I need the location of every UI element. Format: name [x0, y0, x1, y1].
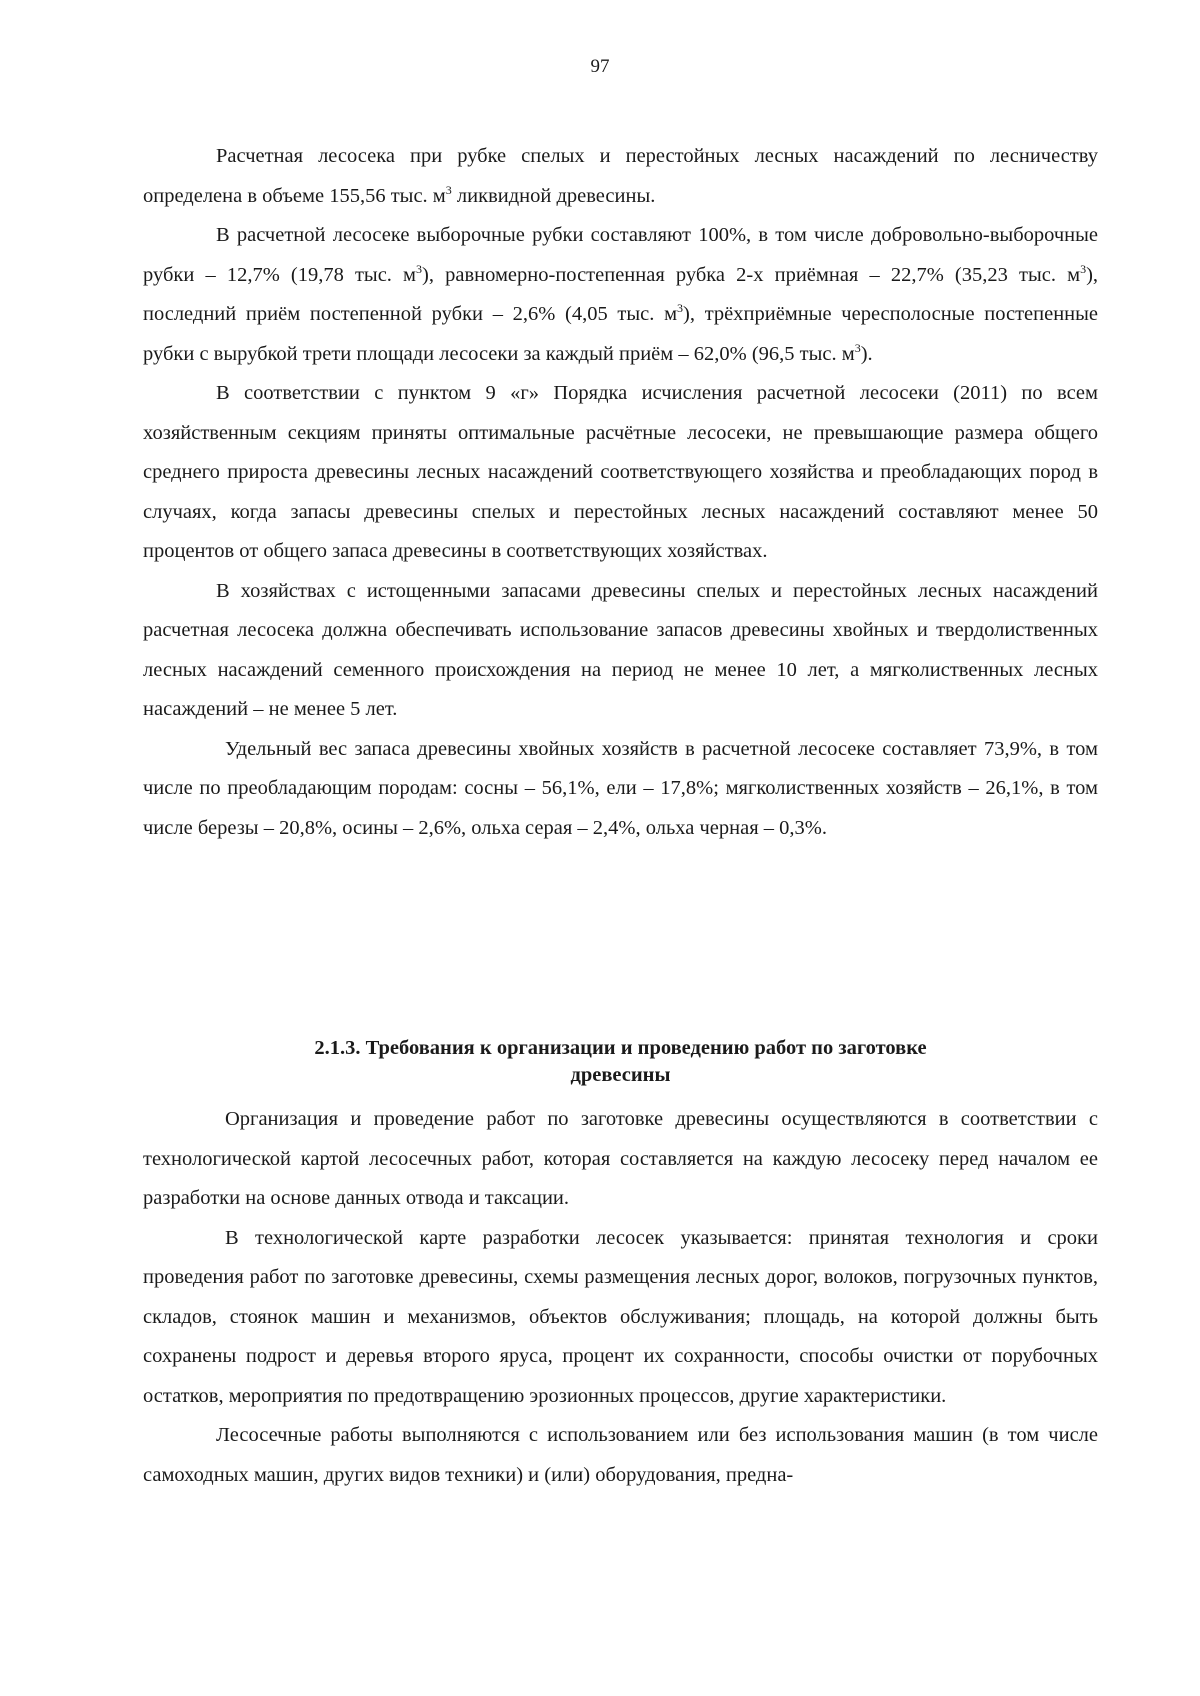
paragraph-specific-weight: Удельный вес запаса древесины хвойных хозяйств в расчетной лесосеке составляет 73,9%, в том числе по преобладающим породам: сосны – 56,1%, ели – 17,8%; мягколиственных хозяйств – 26,1%, в том числе березы – 20,8%, осины – 2,6%, ольха серая – 2,4%, ольха черная – 0,3%. — [143, 737, 1098, 839]
paragraph-optimal-cutting-areas: В соответствии с пунктом 9 «г» Порядка исчисления расчетной лесосеки (2011) по всем хозяйственным секциям приняты оптимальные расчётные лесосеки, не превышающие размера общего среднего прироста древесины лесных насаждений соответствующего хозяйства и преобладающих пород в случаях, когда запасы древесины спелых и перестойных лесных насаждений составляют менее 50 процентов от общего запаса древесины в соответствующих хозяйствах. — [143, 382, 1098, 562]
superscript: 3 — [677, 301, 684, 316]
body-text-top — [143, 137, 1098, 848]
section-heading — [143, 1035, 1098, 1089]
paragraph-depleted-stock: В хозяйствах с истощенными запасами древесины спелых и перестойных лесных насаждений расчетная лесосека должна обеспечивать использование запасов древесины хвойных и твердолиственных лесных насаждений семенного происхождения на период не менее 10 лет, а мягколиственных лесных насаждений – не менее 5 лет. — [143, 579, 1098, 720]
paragraph-organization-of-works: Организация и проведение работ по заготовке древесины осуществляются в соответствии с технологической картой лесосечных работ, которая составляется на каждую лесосеку перед началом ее разработки на основе данных отвода и таксации. — [143, 1108, 1098, 1209]
section-heading-line-1: 2.1.3. Требования к организации и проведению работ по заготовке — [314, 1037, 927, 1059]
paragraph-selective-cuttings: В расчетной лесосеке выборочные рубки составляют 100%, в том числе добровольно-выборочные рубки – 12,7% (19,78 тыс. $м^3$), равномерно-постепенная рубка 2-х приёмная – 22,7% (35,23 тыс. $м^3$), последний приём постепенной рубки – 2,6% (4,05 тыс. $м^3$), трёхприёмные чересполосные постепенные рубки с вырубкой трети площади лесосеки за каждый приём – 62,0% (96,5 тыс. $м^3$). — [143, 224, 1099, 365]
section-heading-line-2: древесины — [570, 1064, 671, 1086]
superscript: 3 — [854, 340, 861, 355]
page-number: 97 — [590, 56, 610, 77]
paragraph-technological-map: В технологической карте разработки лесосек указывается: принятая технология и сроки проведения работ по заготовке древесины, схемы размещения лесных дорог, волоков, погрузочных пунктов, складов, стоянок машин и механизмов, объектов обслуживания; площадь, на которой должны быть сохранены подрост и деревья второго яруса, процент их сохранности, способы очистки от порубочных остатков, мероприятия по предотвращению эрозионных процессов, другие характеристики. — [143, 1226, 1098, 1407]
superscript: 3 — [445, 182, 452, 197]
superscript: 3 — [416, 261, 423, 276]
paragraph-logging-works: Лесосечные работы выполняются с использованием или без использования машин (в том числе самоходных машин, других видов техники) и (или) оборудования, предна- — [143, 1424, 1098, 1486]
superscript: 3 — [1080, 261, 1087, 276]
paragraph-estimated-cutting-area: Расчетная лесосека при рубке спелых и перестойных лесных насаждений по лесничеству определена в объеме 155,56 тыс. $м^3$ ликвидной древесины. — [143, 145, 1098, 207]
body-text-bottom — [143, 1100, 1098, 1495]
